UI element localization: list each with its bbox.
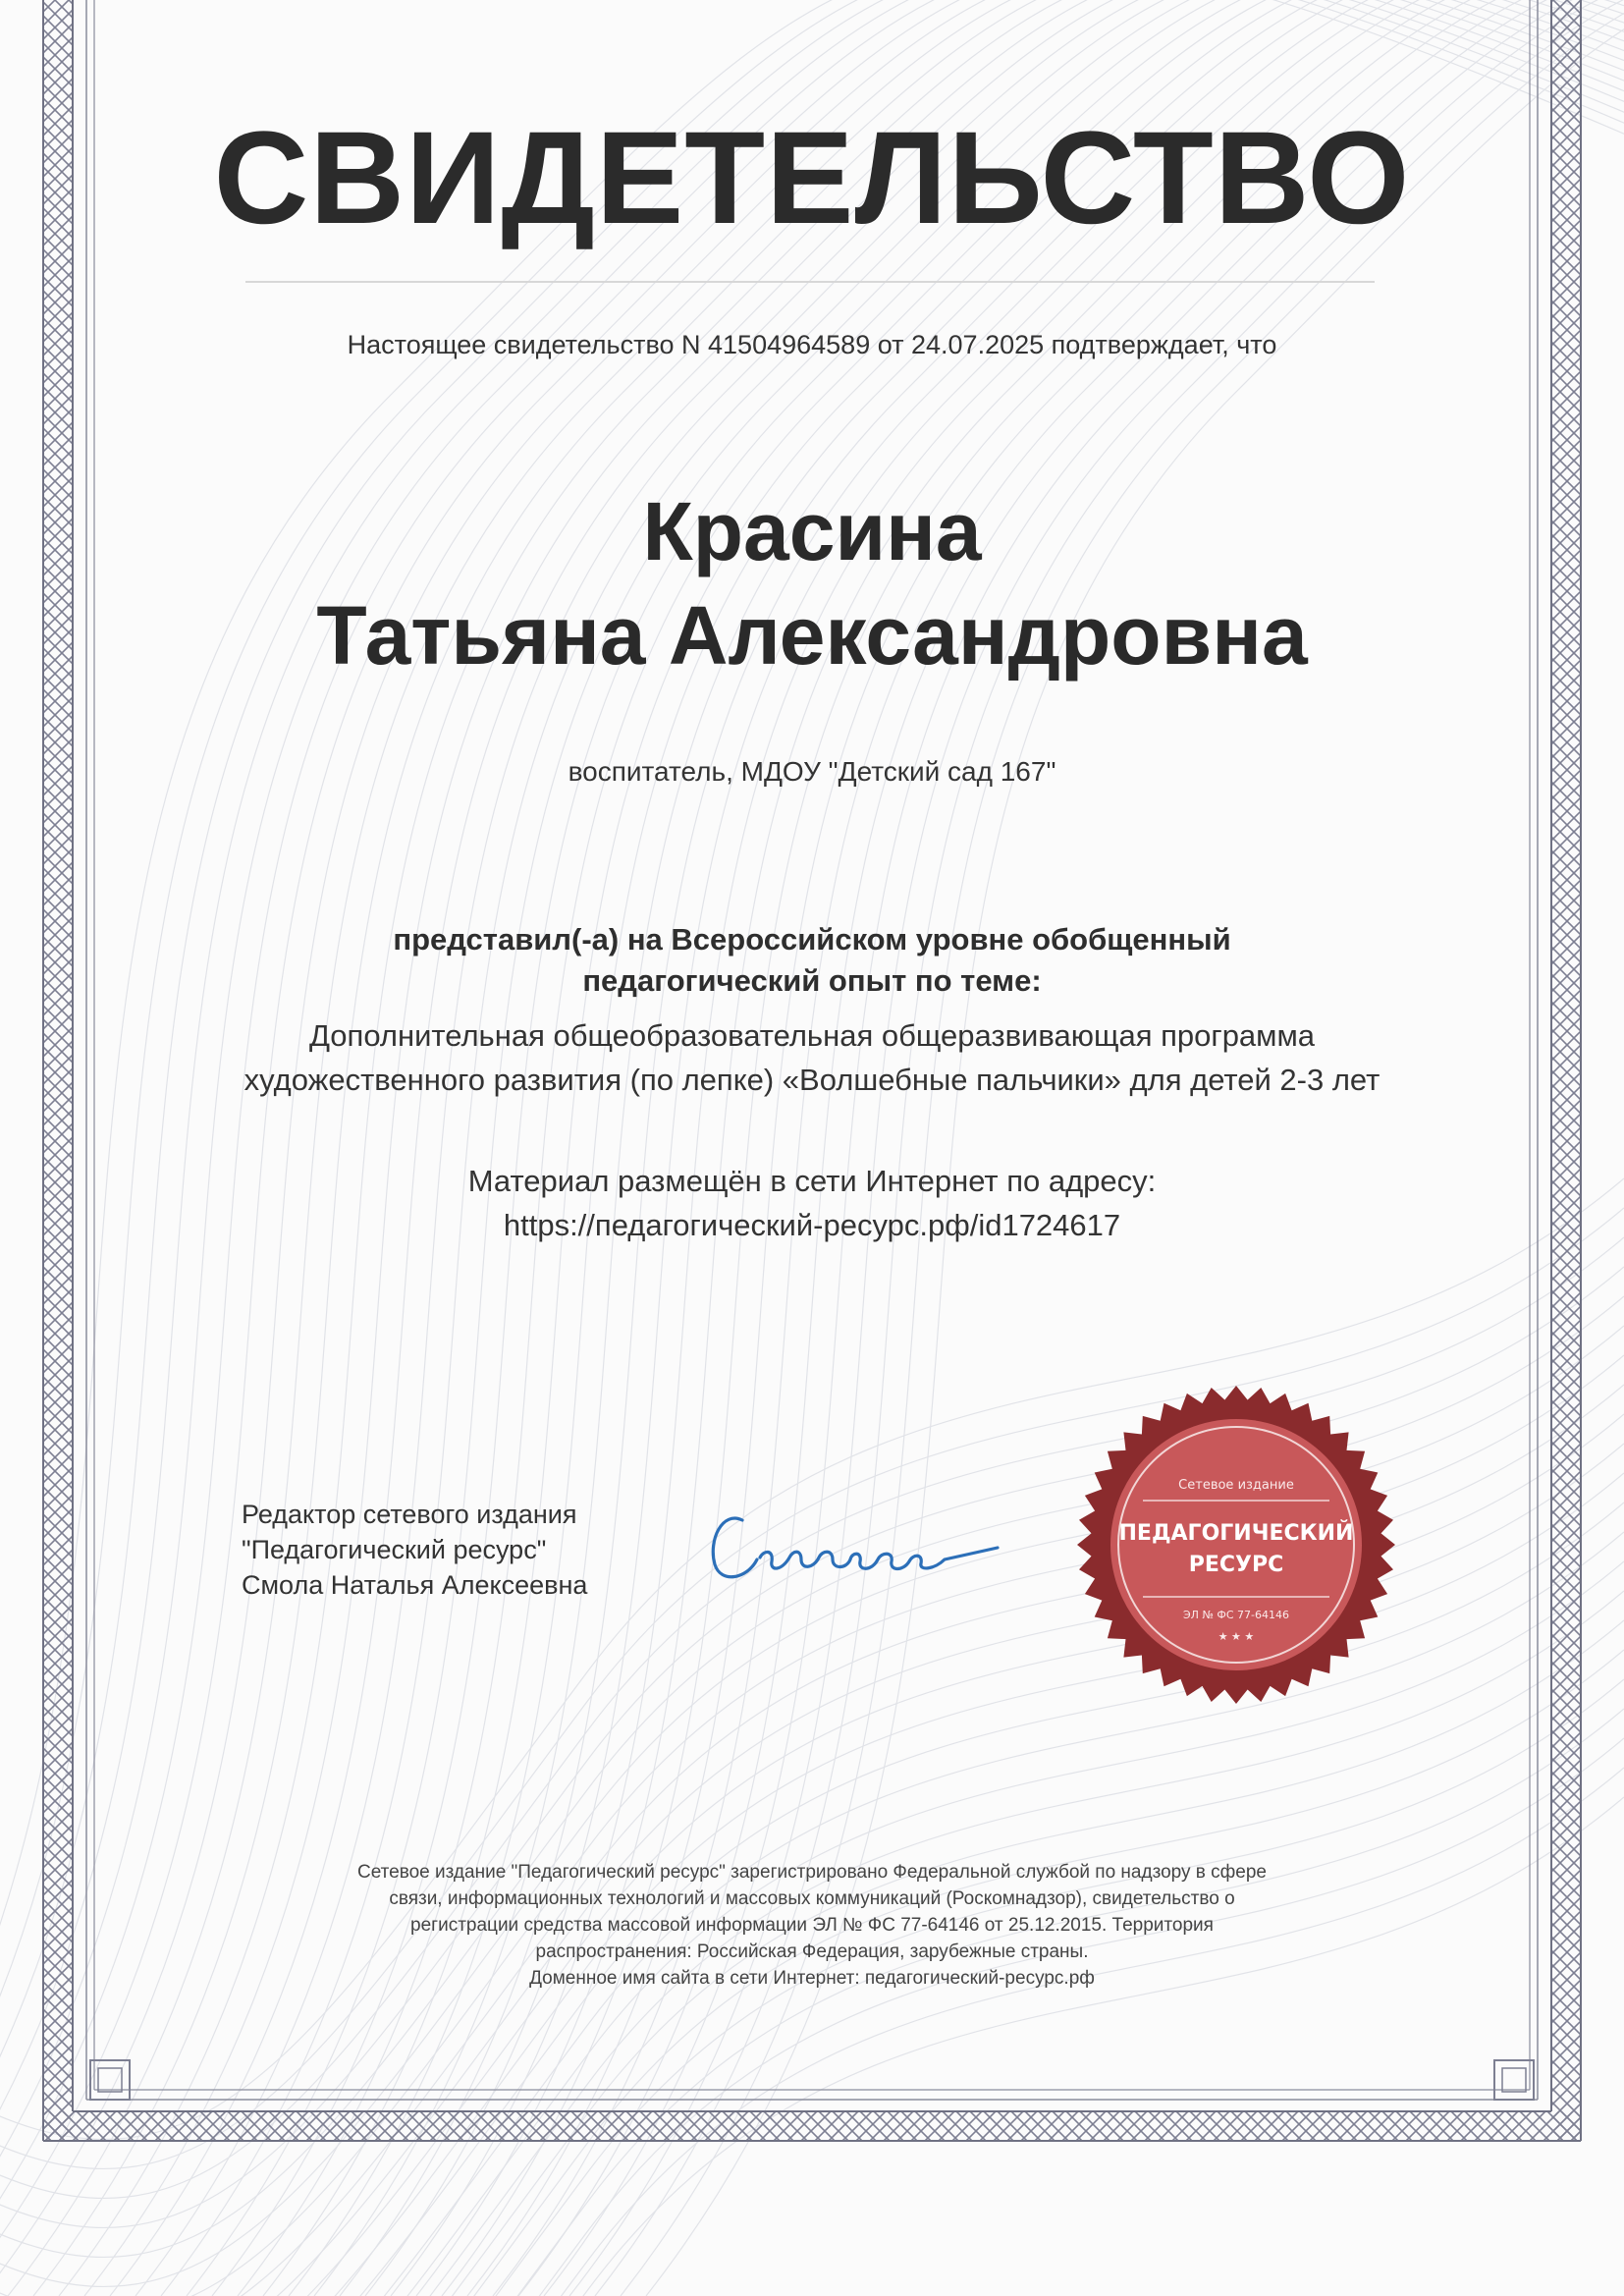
topic-text: Дополнительная общеобразовательная общеразвивающая программа художественного развития (по лепке) «Волшебные пальчики» для детей 2-3 лет [244, 1018, 1380, 1097]
seal-top-text: Сетевое издание [1178, 1478, 1294, 1493]
footer-line-3: регистрации средства массовой информации ЭЛ № ФС 77-64146 от 25.12.2015. Территория [410, 1915, 1214, 1936]
certificate-number-line: Настоящее свидетельство N 41504964589 от 24.07.2025 подтверждает, что [347, 330, 1277, 359]
certificate-title: СВИДЕТЕЛЬСТВО [213, 105, 1411, 251]
seal-main-line-1: ПЕДАГОГИЧЕСКИЙ [1118, 1521, 1354, 1546]
title-divider [245, 281, 1375, 283]
legal-footer [236, 1859, 1388, 1992]
presented-text: представил(-а) на Всероссийском уровне обобщенный педагогический опыт по теме: [393, 922, 1231, 998]
recipient-name [0, 479, 1624, 687]
seal-stars-icon: ★ ★ ★ [1218, 1630, 1255, 1643]
footer-line-2: связи, информационных технологий и массовых коммуникаций (Роскомнадзор), свидетельство о [389, 1888, 1235, 1909]
recipient-surname: Красина [642, 485, 982, 577]
material-block [295, 1159, 1329, 1247]
material-label: Материал размещён в сети Интернет по адресу: [467, 1164, 1157, 1198]
editor-line-2: "Педагогический ресурс" [242, 1535, 547, 1564]
publisher-seal [1074, 1383, 1398, 1707]
editor-line-1: Редактор сетевого издания [242, 1500, 577, 1529]
footer-line-5: Доменное имя сайта в сети Интернет: педагогический-ресурс.рф [529, 1968, 1095, 1989]
editor-block [242, 1497, 693, 1603]
editor-signature [703, 1481, 1017, 1609]
editor-line-3: Смола Наталья Алексеевна [242, 1570, 588, 1600]
material-url: https://педагогический-ресурс.рф/id1724617 [503, 1208, 1121, 1242]
footer-line-4: распространения: Российская Федерация, зарубежные страны. [535, 1941, 1089, 1962]
seal-main-line-2: РЕСУРС [1188, 1553, 1284, 1577]
recipient-position: воспитатель, МДОУ "Детский сад 167" [568, 756, 1056, 787]
footer-line-1: Сетевое издание "Педагогический ресурс" зарегистрировано Федеральной службой по надзору в сфере [357, 1862, 1267, 1883]
recipient-given-names: Татьяна Александровна [316, 589, 1308, 682]
seal-registration: ЭЛ № ФС 77-64146 [1183, 1609, 1289, 1621]
